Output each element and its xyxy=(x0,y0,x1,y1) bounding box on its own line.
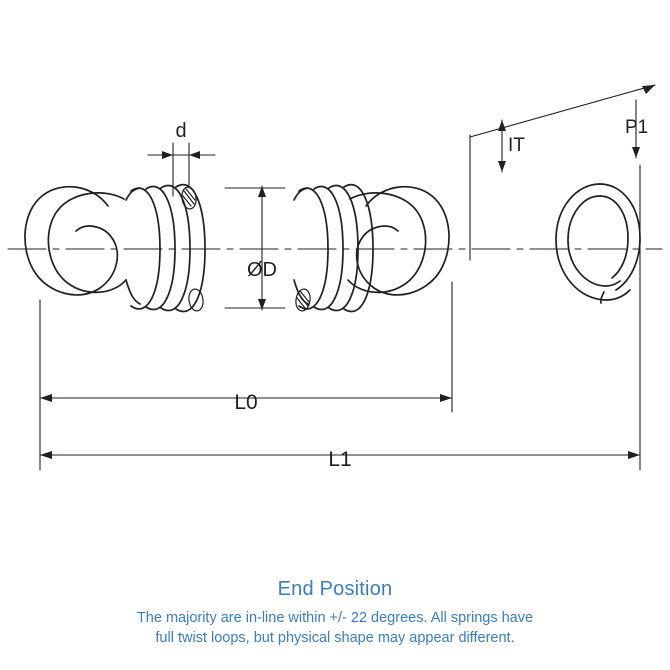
label-initial-tension: IT xyxy=(508,135,525,156)
dimension-outer-diameter xyxy=(225,186,285,310)
caption-title: End Position xyxy=(277,578,393,600)
caption-note xyxy=(55,609,615,648)
label-free-length: L0 xyxy=(234,391,258,414)
right-end-loop xyxy=(348,187,449,295)
wire-section-left xyxy=(181,186,198,210)
caption-block xyxy=(0,578,670,648)
caption-note-line-2: full twist loops, but physical shape may appear different. xyxy=(155,629,515,646)
caption-note-line-1: The majority are in-line within +/- 22 degrees. All springs have xyxy=(136,610,534,626)
left-end-loop xyxy=(25,187,126,295)
right-coil-body xyxy=(294,185,373,312)
label-pitch-p1: P1 xyxy=(625,117,649,138)
dimension-initial-tension xyxy=(470,120,506,260)
label-outer-diameter: ØD xyxy=(247,259,277,281)
label-extended-length: L1 xyxy=(328,448,352,471)
end-position-loop xyxy=(556,184,640,303)
label-wire-diameter: d xyxy=(175,120,187,142)
